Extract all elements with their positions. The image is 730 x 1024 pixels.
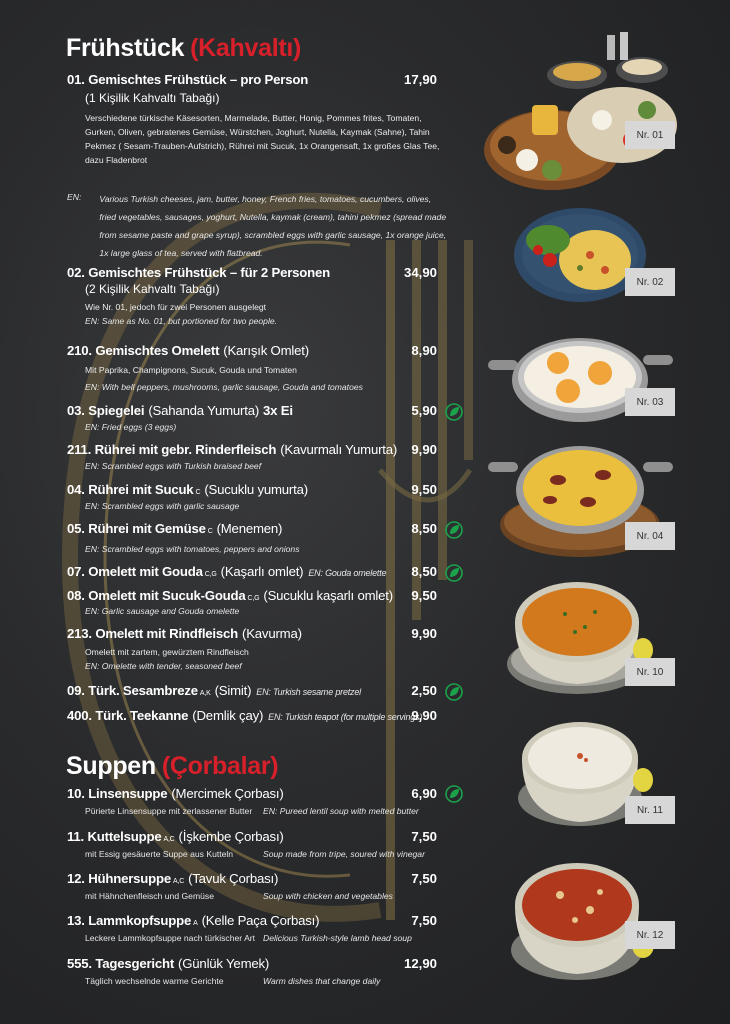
item-english: Soup made from tripe, soured with vinegar xyxy=(263,849,425,859)
item-description: Pürierte Linsensuppe mit zerlassener Butter xyxy=(85,806,253,816)
item-name: 08. Omelett mit Sucuk-Gouda xyxy=(67,588,246,603)
item-name-tr: (Kavurma) xyxy=(242,626,302,641)
item-description: Wie Nr. 01, jedoch für zwei Personen ausgelegt xyxy=(85,302,267,312)
item-subtitle: (2 Kişilik Kahvaltı Tabağı) xyxy=(85,282,220,296)
item-name-tr: (Karışık Omlet) xyxy=(223,343,309,358)
item-name: 11. Kuttelsuppe xyxy=(67,829,162,844)
item-description: Mit Paprika, Champignons, Sucuk, Gouda und Tomaten xyxy=(85,365,297,375)
photo-tag: Nr. 12 xyxy=(625,921,675,949)
item-description: Täglich wechselnde warme Gerichte xyxy=(85,976,224,986)
menu-item-12 xyxy=(67,871,447,901)
item-name: 03. Spiegelei xyxy=(67,403,145,418)
item-price: 9,50 xyxy=(411,482,437,497)
item-name: 12. Hühnersuppe xyxy=(67,871,171,886)
menu-item-400 xyxy=(67,708,447,723)
item-english-inline: EN: Turkish sesame pretzel xyxy=(256,687,361,697)
item-name-tr: (Kaşarlı omlet) xyxy=(220,564,304,579)
item-name: 555. Tagesgericht xyxy=(67,956,175,971)
item-name: 09. Türk. Sesambreze xyxy=(67,683,198,698)
item-english: EN: Scrambled eggs with Turkish braised beef xyxy=(85,461,262,471)
allergen-code: C,G xyxy=(204,571,217,578)
section-title-tr: (Çorbalar) xyxy=(161,752,279,780)
item-english: EN: Omelette with tender, seasoned beef xyxy=(85,661,242,671)
item-description: mit Essig gesäuerte Suppe aus Kutteln xyxy=(85,849,234,859)
item-price: 8,50 xyxy=(411,564,437,579)
menu-item-08 xyxy=(67,588,447,618)
section-title-de: Frühstück xyxy=(66,34,185,62)
section-title-soups xyxy=(66,752,278,781)
menu-item-13 xyxy=(67,913,447,943)
menu-item-01 xyxy=(67,72,447,167)
item-price: 7,50 xyxy=(411,871,437,886)
item-name: 211. Rührei mit gebr. Rinderfleisch xyxy=(67,442,277,457)
item-english-inline: EN: Gouda omelette xyxy=(308,568,387,578)
item-english: EN: Fried eggs (3 eggs) xyxy=(85,422,177,432)
item-name: 400. Türk. Teekanne xyxy=(67,708,189,723)
breakfast-platter-photo xyxy=(482,30,682,195)
item-name: 04. Rührei mit Sucuk xyxy=(67,482,194,497)
item-description: Leckere Lammkopfsuppe nach türkischer Art xyxy=(85,933,256,943)
item-price: 17,90 xyxy=(403,72,437,87)
item-name-tr: (Günlük Yemek) xyxy=(178,956,270,971)
item-english: Various Turkish cheeses, jam, butter, honey, French fries, tomatoes, cucumbers, olives, fried vegetables, sausages, yoghurt, Nutella, kaymak (cream), tahini pekmez (spread made from sesame paste and grape syrup), scrambled eggs with garlic sausage, 1x orange juice, 1x large glass of tea, served with flatbread. xyxy=(99,194,447,258)
menu-item-02 xyxy=(67,265,447,328)
vegetarian-leaf-icon xyxy=(444,784,464,804)
menu-item-211 xyxy=(67,442,447,473)
vegetarian-leaf-icon xyxy=(444,402,464,422)
item-price: 8,90 xyxy=(411,343,437,358)
vegetarian-leaf-icon xyxy=(444,520,464,540)
menu-item-213 xyxy=(67,626,447,673)
allergen-code: C xyxy=(207,528,213,535)
vegetarian-leaf-icon xyxy=(444,682,464,702)
allergen-code: A,C xyxy=(163,836,175,843)
menu-item-09 xyxy=(67,683,447,698)
menu-item-05 xyxy=(67,521,447,556)
item-name: 10. Linsensuppe xyxy=(67,786,168,801)
item-name: 02. Gemischtes Frühstück – für 2 Personen xyxy=(67,265,330,280)
item-name-tr: (Sucuklu kaşarlı omlet) xyxy=(263,588,393,603)
chicken-soup-photo xyxy=(505,850,660,990)
item-english: Delicious Turkish-style lamb head soup xyxy=(263,933,412,943)
item-english: EN: Scrambled eggs with tomatoes, peppers and onions xyxy=(85,544,300,554)
item-price: 9,50 xyxy=(411,588,437,603)
allergen-code: A,K xyxy=(199,690,211,697)
item-english: Soup with chicken and vegetables xyxy=(263,891,393,901)
item-price: 7,50 xyxy=(411,829,437,844)
item-price: 8,50 xyxy=(411,521,437,536)
item-english: Warm dishes that change daily xyxy=(263,976,381,986)
item-name-tr: (Kelle Paça Çorbası) xyxy=(201,913,320,928)
item-english-inline: EN: Turkish teapot (for multiple servings) xyxy=(268,712,423,722)
menu-item-04 xyxy=(67,482,447,513)
item-price: 6,90 xyxy=(411,786,437,801)
menu-item-10 xyxy=(67,786,447,816)
en-label: EN: xyxy=(67,192,82,202)
menu-item-555 xyxy=(67,956,447,986)
photo-tag: Nr. 02 xyxy=(625,268,675,296)
item-name-tr: (Simit) xyxy=(214,683,252,698)
item-name: 13. Lammkopfsuppe xyxy=(67,913,192,928)
item-name-extra: 3x Ei xyxy=(263,403,293,418)
item-name-tr: (İşkembe Çorbası) xyxy=(178,829,284,844)
item-name: 01. Gemischtes Frühstück – pro Person xyxy=(67,72,309,87)
item-subtitle: (1 Kişilik Kahvaltı Tabağı) xyxy=(85,91,220,105)
allergen-code: A xyxy=(193,920,198,927)
section-title-tr: (Kahvaltı) xyxy=(190,34,302,62)
section-title-breakfast xyxy=(66,34,301,63)
item-price: 9,90 xyxy=(411,442,437,457)
item-description: mit Hähnchenfleisch und Gemüse xyxy=(85,891,214,901)
menu-item-03 xyxy=(67,403,447,434)
item-name-tr: (Sucuklu yumurta) xyxy=(204,482,308,497)
item-name: 05. Rührei mit Gemüse xyxy=(67,521,206,536)
item-price: 7,50 xyxy=(411,913,437,928)
item-price: 12,90 xyxy=(403,956,437,971)
item-price: 9,90 xyxy=(411,626,437,641)
item-name: 07. Omelett mit Gouda xyxy=(67,564,203,579)
photo-tag: Nr. 11 xyxy=(625,796,675,824)
photo-tag: Nr. 03 xyxy=(625,388,675,416)
item-name-tr: (Demlik çay) xyxy=(192,708,264,723)
item-english: EN: With bell peppers, mushrooms, garlic sausage, Gouda and tomatoes xyxy=(85,382,363,392)
item-name-tr: (Tavuk Çorbası) xyxy=(188,871,279,886)
item-name-tr: (Kavurmalı Yumurta) xyxy=(280,442,398,457)
item-name-tr: (Sahanda Yumurta) xyxy=(148,403,260,418)
menu-item-11 xyxy=(67,829,447,859)
item-english: EN: Scrambled eggs with garlic sausage xyxy=(85,501,240,511)
allergen-code: A,C xyxy=(173,878,185,885)
item-name-tr: (Mercimek Çorbası) xyxy=(171,786,284,801)
photo-tag: Nr. 10 xyxy=(625,658,675,686)
allergen-code: C xyxy=(195,489,201,496)
item-english: EN: Same as No. 01, but portioned for two people. xyxy=(85,316,278,326)
section-title-de: Suppen xyxy=(66,752,156,780)
allergen-code: C,G xyxy=(247,595,260,602)
photo-tag: Nr. 04 xyxy=(625,522,675,550)
item-price: 34,90 xyxy=(403,265,437,280)
item-price: 2,50 xyxy=(411,683,437,698)
item-name: 213. Omelett mit Rindfleisch xyxy=(67,626,239,641)
item-name-tr: (Menemen) xyxy=(216,521,283,536)
item-price: 9,90 xyxy=(411,708,437,723)
item-price: 5,90 xyxy=(411,403,437,418)
menu-item-210 xyxy=(67,343,447,394)
menu-item-07 xyxy=(67,564,447,579)
photo-tag: Nr. 01 xyxy=(625,121,675,149)
item-description: Omelett mit zartem, gewürztem Rindfleisch xyxy=(85,647,249,657)
item-name: 210. Gemischtes Omelett xyxy=(67,343,220,358)
item-english: EN: Pureed lentil soup with melted butter xyxy=(263,806,419,816)
item-english: EN: Garlic sausage and Gouda omelette xyxy=(85,606,240,616)
vegetarian-leaf-icon xyxy=(444,563,464,583)
item-description: Verschiedene türkische Käsesorten, Marmelade, Butter, Honig, Pommes frites, Tomaten, Gurken, Oliven, gebratenes Gemüse, Würstchen, Joghurt, Nutella, Kaymak (Sahne), Tahin Pekmez ( Sesam-Trauben-Aufstrich), Rührei mit Sucuk, 1x Orangensaft, 1x großes Glas Tee, dazu Fladenbrot xyxy=(85,113,440,165)
menu-item-01-english xyxy=(67,190,447,262)
